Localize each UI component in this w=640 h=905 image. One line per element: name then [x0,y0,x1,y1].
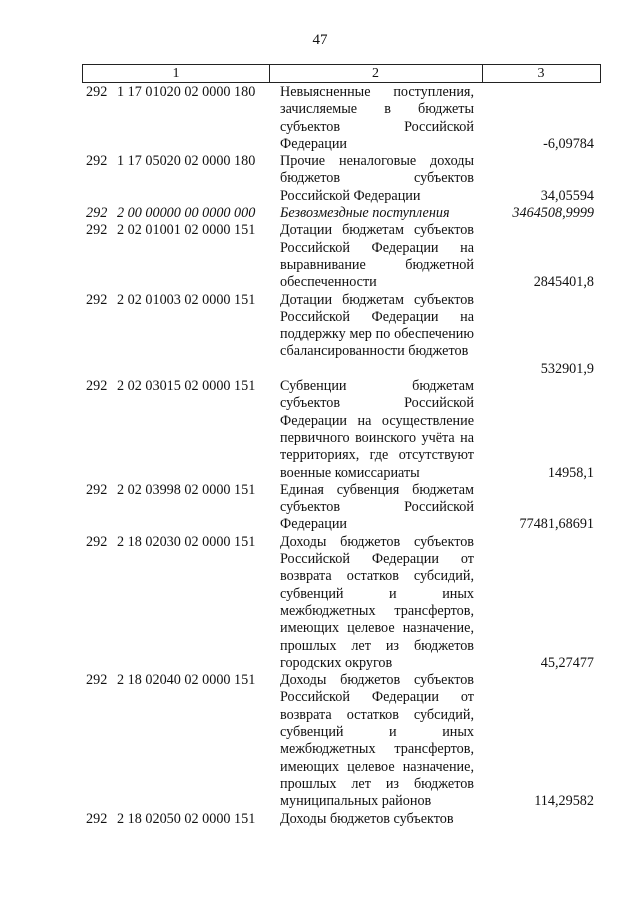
admin-code: 292 [86,378,108,395]
admin-code: 292 [86,672,108,689]
amount: 34,05594 [540,187,594,204]
income-name: Доходы бюджетов субъектов Российской Федерации от возврата остатков субсидий, субвенций и иных межбюджетных трансфертов, имеющих целевое назначение, прошлых лет из бюджетов муниципальных районов [280,672,474,810]
income-name: Безвозмездные поступления [280,205,450,222]
amount: 77481,68691 [519,516,594,533]
table-body [0,84,640,828]
income-name: Дотации бюджетам субъектов Российской Федерации на поддержку мер по обеспечению сбалансированности бюджетов [280,291,474,360]
income-code: 2 02 01003 02 0000 151 [117,291,256,308]
header-col-2: 2 [269,65,483,82]
admin-code: 292 [86,153,108,170]
table-row [0,292,640,379]
header-col-3: 3 [537,66,545,81]
income-code: 2 18 02050 02 0000 151 [117,810,256,827]
income-code: 2 18 02030 02 0000 151 [117,533,256,550]
income-code: 2 18 02040 02 0000 151 [117,672,256,689]
table-row [0,84,640,153]
amount: 3464508,9999 [512,205,594,222]
amount: -6,09784 [543,135,594,152]
income-name: Дотации бюджетам субъектов Российской Федерации на выравнивание бюджетной обеспеченности [280,222,474,291]
table-row [0,482,640,534]
income-code: 2 02 01001 02 0000 151 [117,222,256,239]
table-row [0,205,640,222]
page-number: 47 [312,32,328,48]
table-row [0,153,640,205]
admin-code: 292 [86,533,108,550]
amount: 14958,1 [547,464,594,481]
table-row [0,811,640,828]
admin-code: 292 [86,84,108,100]
admin-code: 292 [86,810,108,827]
income-code: 2 02 03015 02 0000 151 [117,378,256,395]
income-name: Невыясненные поступления, зачисляемые в бюджеты субъектов Российской Федерации [280,84,474,152]
income-code: 2 02 03998 02 0000 151 [117,481,256,498]
amount: 532901,9 [540,360,594,377]
table-row [0,222,640,291]
table-row [0,534,640,672]
amount: 45,27477 [540,654,594,671]
income-name: Единая субвенция бюджетам субъектов Российской Федерации [280,481,474,533]
income-code: 1 17 05020 02 0000 180 [117,153,256,170]
income-name: Доходы бюджетов субъектов [280,810,454,827]
table-header [82,64,601,83]
admin-code: 292 [86,222,108,239]
admin-code: 292 [86,205,108,222]
income-name: Субвенции бюджетам субъектов Российской Федерации на осуществление первичного воинского учёта на территориях, где отсутствуют военные комиссариаты [280,378,474,481]
income-code: 1 17 01020 02 0000 180 [117,84,256,100]
amount: 114,29582 [534,793,594,810]
amount: 2845401,8 [533,274,594,291]
income-name: Доходы бюджетов субъектов Российской Федерации от возврата остатков субсидий, субвенций и иных межбюджетных трансфертов, имеющих целевое назначение, прошлых лет из бюджетов городских округов [280,533,474,671]
table-row [0,672,640,810]
income-code: 2 00 00000 00 0000 000 [117,205,256,222]
table-row [0,378,640,482]
header-col-1: 1 [83,65,270,82]
admin-code: 292 [86,481,108,498]
income-name: Прочие неналоговые доходы бюджетов субъектов Российской Федерации [280,153,474,204]
admin-code: 292 [86,291,108,308]
